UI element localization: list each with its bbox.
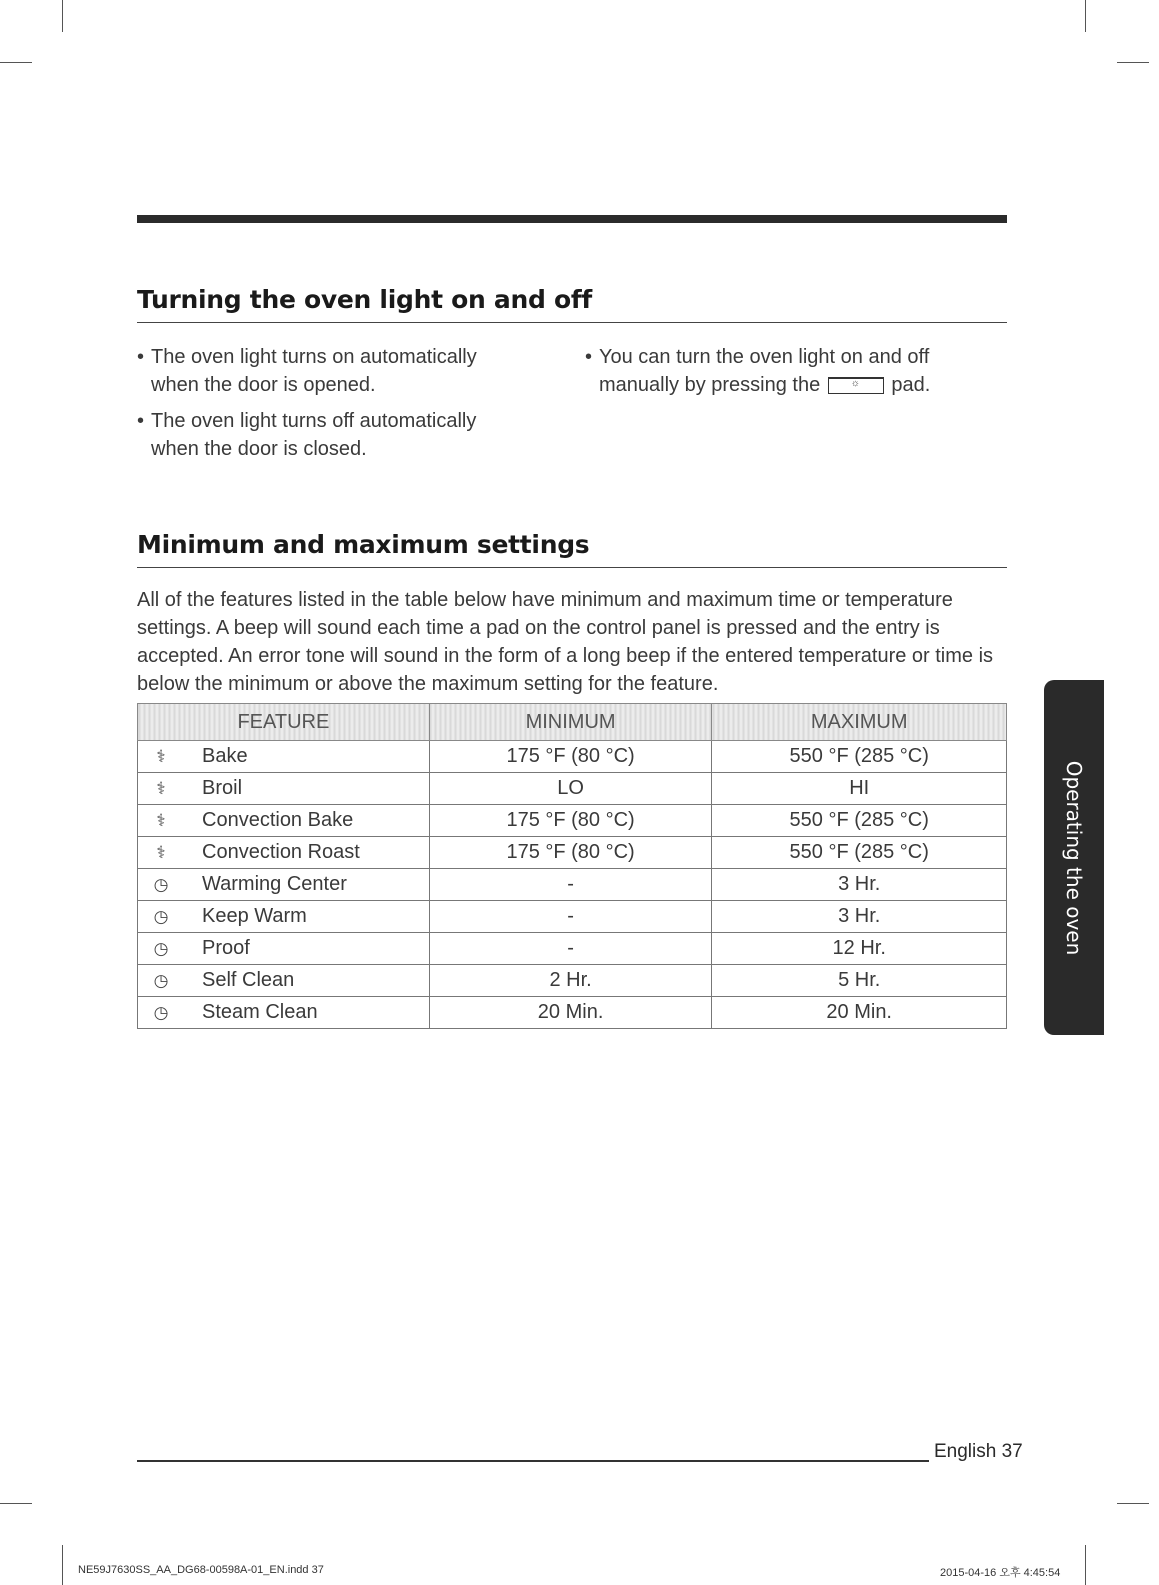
table-row [138,837,1007,869]
maximum-cell: 550 °F (285 °C) [712,837,1007,869]
settings-intro: All of the features listed in the table below have minimum and maximum time or temperature settings. A beep will sound each time a pad on the control panel is pressed and the entry is accepted. An error tone will sound in the form of a long beep if the entered temperature or time is below the minimum or above the maximum setting for the feature. [137,589,994,695]
table-row [138,773,1007,805]
feature-label: Broil [202,777,243,799]
feature-label: Warming Center [202,873,347,895]
header-maximum: MAXIMUM [712,704,1007,741]
bullet-item [585,343,985,399]
bullet-item: • The oven light turns off automatically when the door is closed. [137,407,517,463]
thermometer-icon: ⚕ [156,811,166,830]
feature-label: Convection Roast [202,841,360,863]
feature-cell [138,933,430,965]
section-rule [137,322,1007,323]
maximum-cell: HI [712,773,1007,805]
footer-rule [137,1460,929,1462]
feature-cell [138,869,430,901]
page-number: English 37 [934,1441,1023,1462]
minimum-cell: LO [429,773,712,805]
table-row [138,997,1007,1029]
header-minimum: MINIMUM [429,704,712,741]
crop-mark [1117,1503,1149,1504]
print-slug-date: 2015-04-16 오후 4:45:54 [940,1567,1061,1579]
clock-icon: ◷ [153,1003,169,1022]
clock-icon: ◷ [153,907,169,926]
minimum-cell: 2 Hr. [429,965,712,997]
feature-cell [138,997,430,1029]
top-rule [137,215,1007,223]
feature-label: Convection Bake [202,809,354,831]
minimum-cell: - [429,869,712,901]
clock-icon: ◷ [153,939,169,958]
bullet-item: • The oven light turns on automatically when the door is opened. [137,343,517,399]
maximum-cell: 3 Hr. [712,901,1007,933]
chapter-tab-label: Operating the oven [1062,760,1086,955]
minimum-cell: 175 °F (80 °C) [429,805,712,837]
bullet-text: pad. [891,374,931,396]
maximum-cell: 550 °F (285 °C) [712,805,1007,837]
feature-label: Proof [202,937,250,959]
table-row [138,805,1007,837]
thermometer-icon: ⚕ [156,747,166,766]
crop-mark [1117,62,1149,63]
feature-cell [138,741,430,773]
bullet-text: You can turn the oven light on and off manually by pressing the [599,346,930,396]
minimum-cell: 20 Min. [429,997,712,1029]
section-rule [137,567,1007,568]
feature-label: Keep Warm [202,905,307,927]
crop-mark [1085,0,1086,32]
crop-mark [62,0,63,32]
maximum-cell: 20 Min. [712,997,1007,1029]
feature-cell [138,901,430,933]
table-row [138,965,1007,997]
feature-label: Bake [202,745,248,767]
minimum-cell: 175 °F (80 °C) [429,837,712,869]
crop-mark [62,1545,63,1585]
maximum-cell: 550 °F (285 °C) [712,741,1007,773]
oven-light-bullets-left [137,343,517,471]
minimum-cell: - [429,933,712,965]
minimum-cell: - [429,901,712,933]
settings-table [137,703,1007,1029]
section-title-min-max: Minimum and maximum settings [137,530,590,559]
minimum-cell: 175 °F (80 °C) [429,741,712,773]
table-row [138,741,1007,773]
light-bulb-icon: ☼ [828,377,884,394]
feature-cell [138,837,430,869]
feature-label: Self Clean [202,969,295,991]
print-slug-file: NE59J7630SS_AA_DG68-00598A-01_EN.indd 37 [78,1564,324,1576]
feature-cell [138,773,430,805]
clock-icon: ◷ [153,971,169,990]
feature-cell [138,965,430,997]
header-feature: FEATURE [138,704,430,741]
maximum-cell: 5 Hr. [712,965,1007,997]
oven-light-bullets-right [585,343,985,407]
feature-label: Steam Clean [202,1001,318,1023]
table-row [138,869,1007,901]
crop-mark [0,62,32,63]
chapter-tab [1044,680,1104,1035]
table-row [138,933,1007,965]
thermometer-icon: ⚕ [156,843,166,862]
maximum-cell: 12 Hr. [712,933,1007,965]
thermometer-icon: ⚕ [156,779,166,798]
table-row [138,901,1007,933]
crop-mark [0,1503,32,1504]
crop-mark [1085,1545,1086,1585]
clock-icon: ◷ [153,875,169,894]
section-title-oven-light: Turning the oven light on and off [137,285,592,314]
maximum-cell: 3 Hr. [712,869,1007,901]
feature-cell [138,805,430,837]
table-header-row [138,704,1007,741]
